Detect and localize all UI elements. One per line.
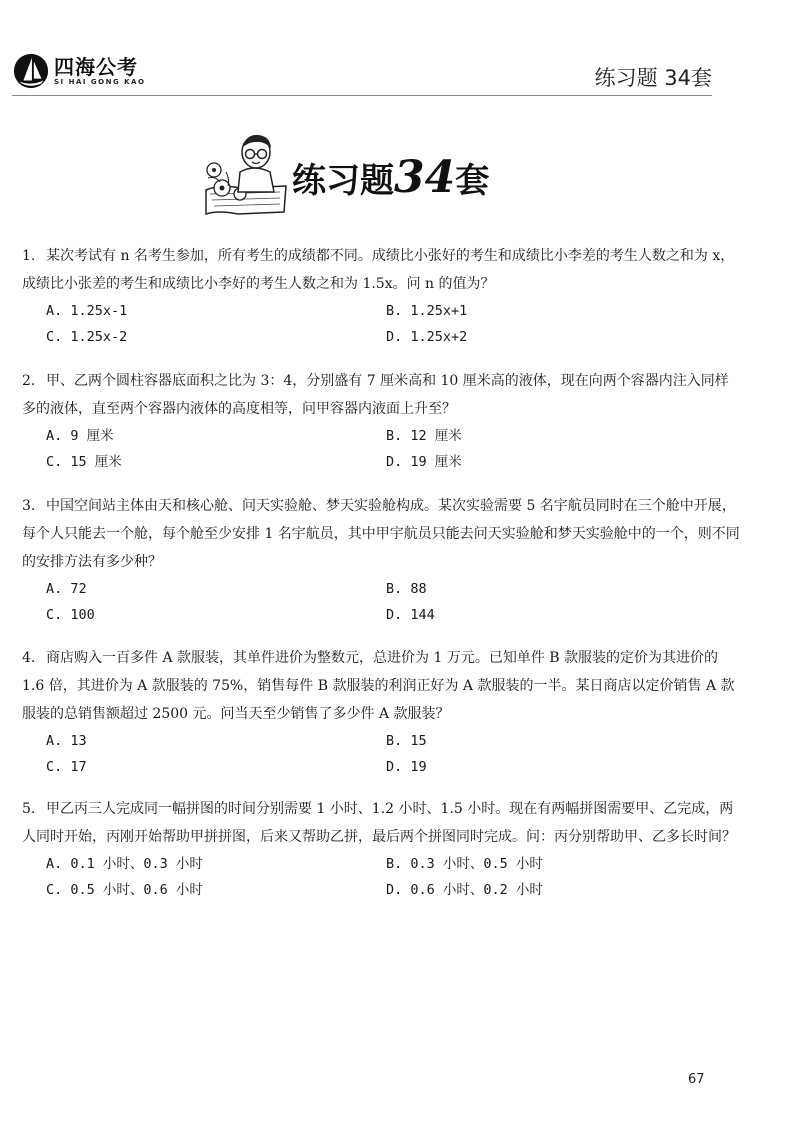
question-text: 甲、乙两个圆柱容器底面积之比为 3：4，分别盛有 7 厘米高和 10 厘米高的液体，现在向两个容器内注入同样多的液体，直至两个容器内液体的高度相等，问甲容器内液面上升至？ — [22, 373, 729, 417]
option-b: B. 1.25x+1 — [386, 303, 468, 319]
question-5 — [22, 795, 742, 903]
mascot-illustration-icon — [200, 128, 292, 216]
question-options — [22, 851, 742, 903]
question-options — [22, 728, 742, 780]
option-b: B. 12 厘米 — [386, 428, 462, 444]
option-a: A. 72 — [46, 581, 87, 597]
question-number: 5. — [22, 801, 36, 817]
question-options — [22, 423, 742, 475]
question-stem — [22, 492, 742, 576]
option-a: A. 9 厘米 — [46, 428, 114, 444]
page-number: 67 — [688, 1072, 705, 1087]
option-a: A. 13 — [46, 733, 87, 749]
option-d: D. 0.6 小时、0.2 小时 — [386, 882, 543, 898]
question-text: 某次考试有 n 名考生参加，所有考生的成绩都不同。成绩比小张好的考生和成绩比小李差的考生人数之和为 x，成绩比小张差的考生和成绩比小李好的考生人数之和为 1.5x。问 n 的值为？ — [22, 248, 735, 292]
question-number: 4. — [22, 650, 36, 666]
option-d: D. 19 厘米 — [386, 454, 462, 470]
header-title: 练习题 34套 — [594, 66, 712, 90]
option-c: C. 0.5 小时、0.6 小时 — [46, 882, 203, 898]
question-number: 1. — [22, 248, 36, 264]
page-title-prefix: 练习题 — [292, 161, 394, 201]
logo-text-cn: 四海公考 — [54, 55, 138, 79]
sailboat-logo-icon — [12, 52, 50, 90]
question-3 — [22, 492, 742, 628]
question-stem — [22, 644, 742, 728]
question-options — [22, 576, 742, 628]
option-c: C. 15 厘米 — [46, 454, 122, 470]
option-b: B. 88 — [386, 581, 427, 597]
option-c: C. 100 — [46, 607, 95, 623]
logo-text-en: SI HAI GONG KAO — [54, 78, 146, 86]
option-b: B. 15 — [386, 733, 427, 749]
question-number: 2. — [22, 373, 36, 389]
question-text: 甲乙丙三人完成同一幅拼图的时间分别需要 1 小时、1.2 小时、1.5 小时。现在有两幅拼图需要甲、乙完成，两人同时开始，丙刚开始帮助甲拼拼图，后来又帮助乙拼，最后两个拼图同时完成。问：丙分别帮助甲、乙多长时间？ — [22, 801, 736, 845]
question-number: 3. — [22, 498, 36, 514]
header-divider — [12, 95, 712, 96]
brand-logo — [12, 52, 145, 90]
question-2 — [22, 367, 742, 475]
question-stem — [22, 242, 742, 298]
option-d: D. 19 — [386, 759, 427, 775]
option-d: D. 144 — [386, 607, 435, 623]
option-c: C. 1.25x-2 — [46, 329, 128, 345]
page-title — [292, 152, 489, 203]
question-stem — [22, 367, 742, 423]
option-b: B. 0.3 小时、0.5 小时 — [386, 856, 543, 872]
option-d: D. 1.25x+2 — [386, 329, 468, 345]
option-a: A. 0.1 小时、0.3 小时 — [46, 856, 203, 872]
question-text: 商店购入一百多件 A 款服装，其单件进价为整数元，总进价为 1 万元。已知单件 B 款服装的定价为其进价的 1.6 倍，其进价为 A 款服装的 75%，销售每件 B 款服装的利润正好为 A 款服装的一半。某日商店以定价销售 A 款服装的总销售额超过 2500 元。问当天至少销售了多少件 A 款服装？ — [22, 650, 735, 722]
question-text: 中国空间站主体由天和核心舱、问天实验舱、梦天实验舱构成。某次实验需要 5 名宇航员同时在三个舱中开展，每个人只能去一个舱，每个舱至少安排 1 名宇航员，其中甲宇航员只能去问天实验舱和梦天实验舱中的一个，则不同的安排方法有多少种？ — [22, 498, 740, 570]
page-title-suffix: 套 — [455, 161, 490, 201]
question-stem — [22, 795, 742, 851]
question-4 — [22, 644, 742, 780]
option-a: A. 1.25x-1 — [46, 303, 128, 319]
question-options — [22, 298, 742, 350]
question-1 — [22, 242, 742, 350]
page-title-number: 34 — [394, 152, 456, 203]
option-c: C. 17 — [46, 759, 87, 775]
